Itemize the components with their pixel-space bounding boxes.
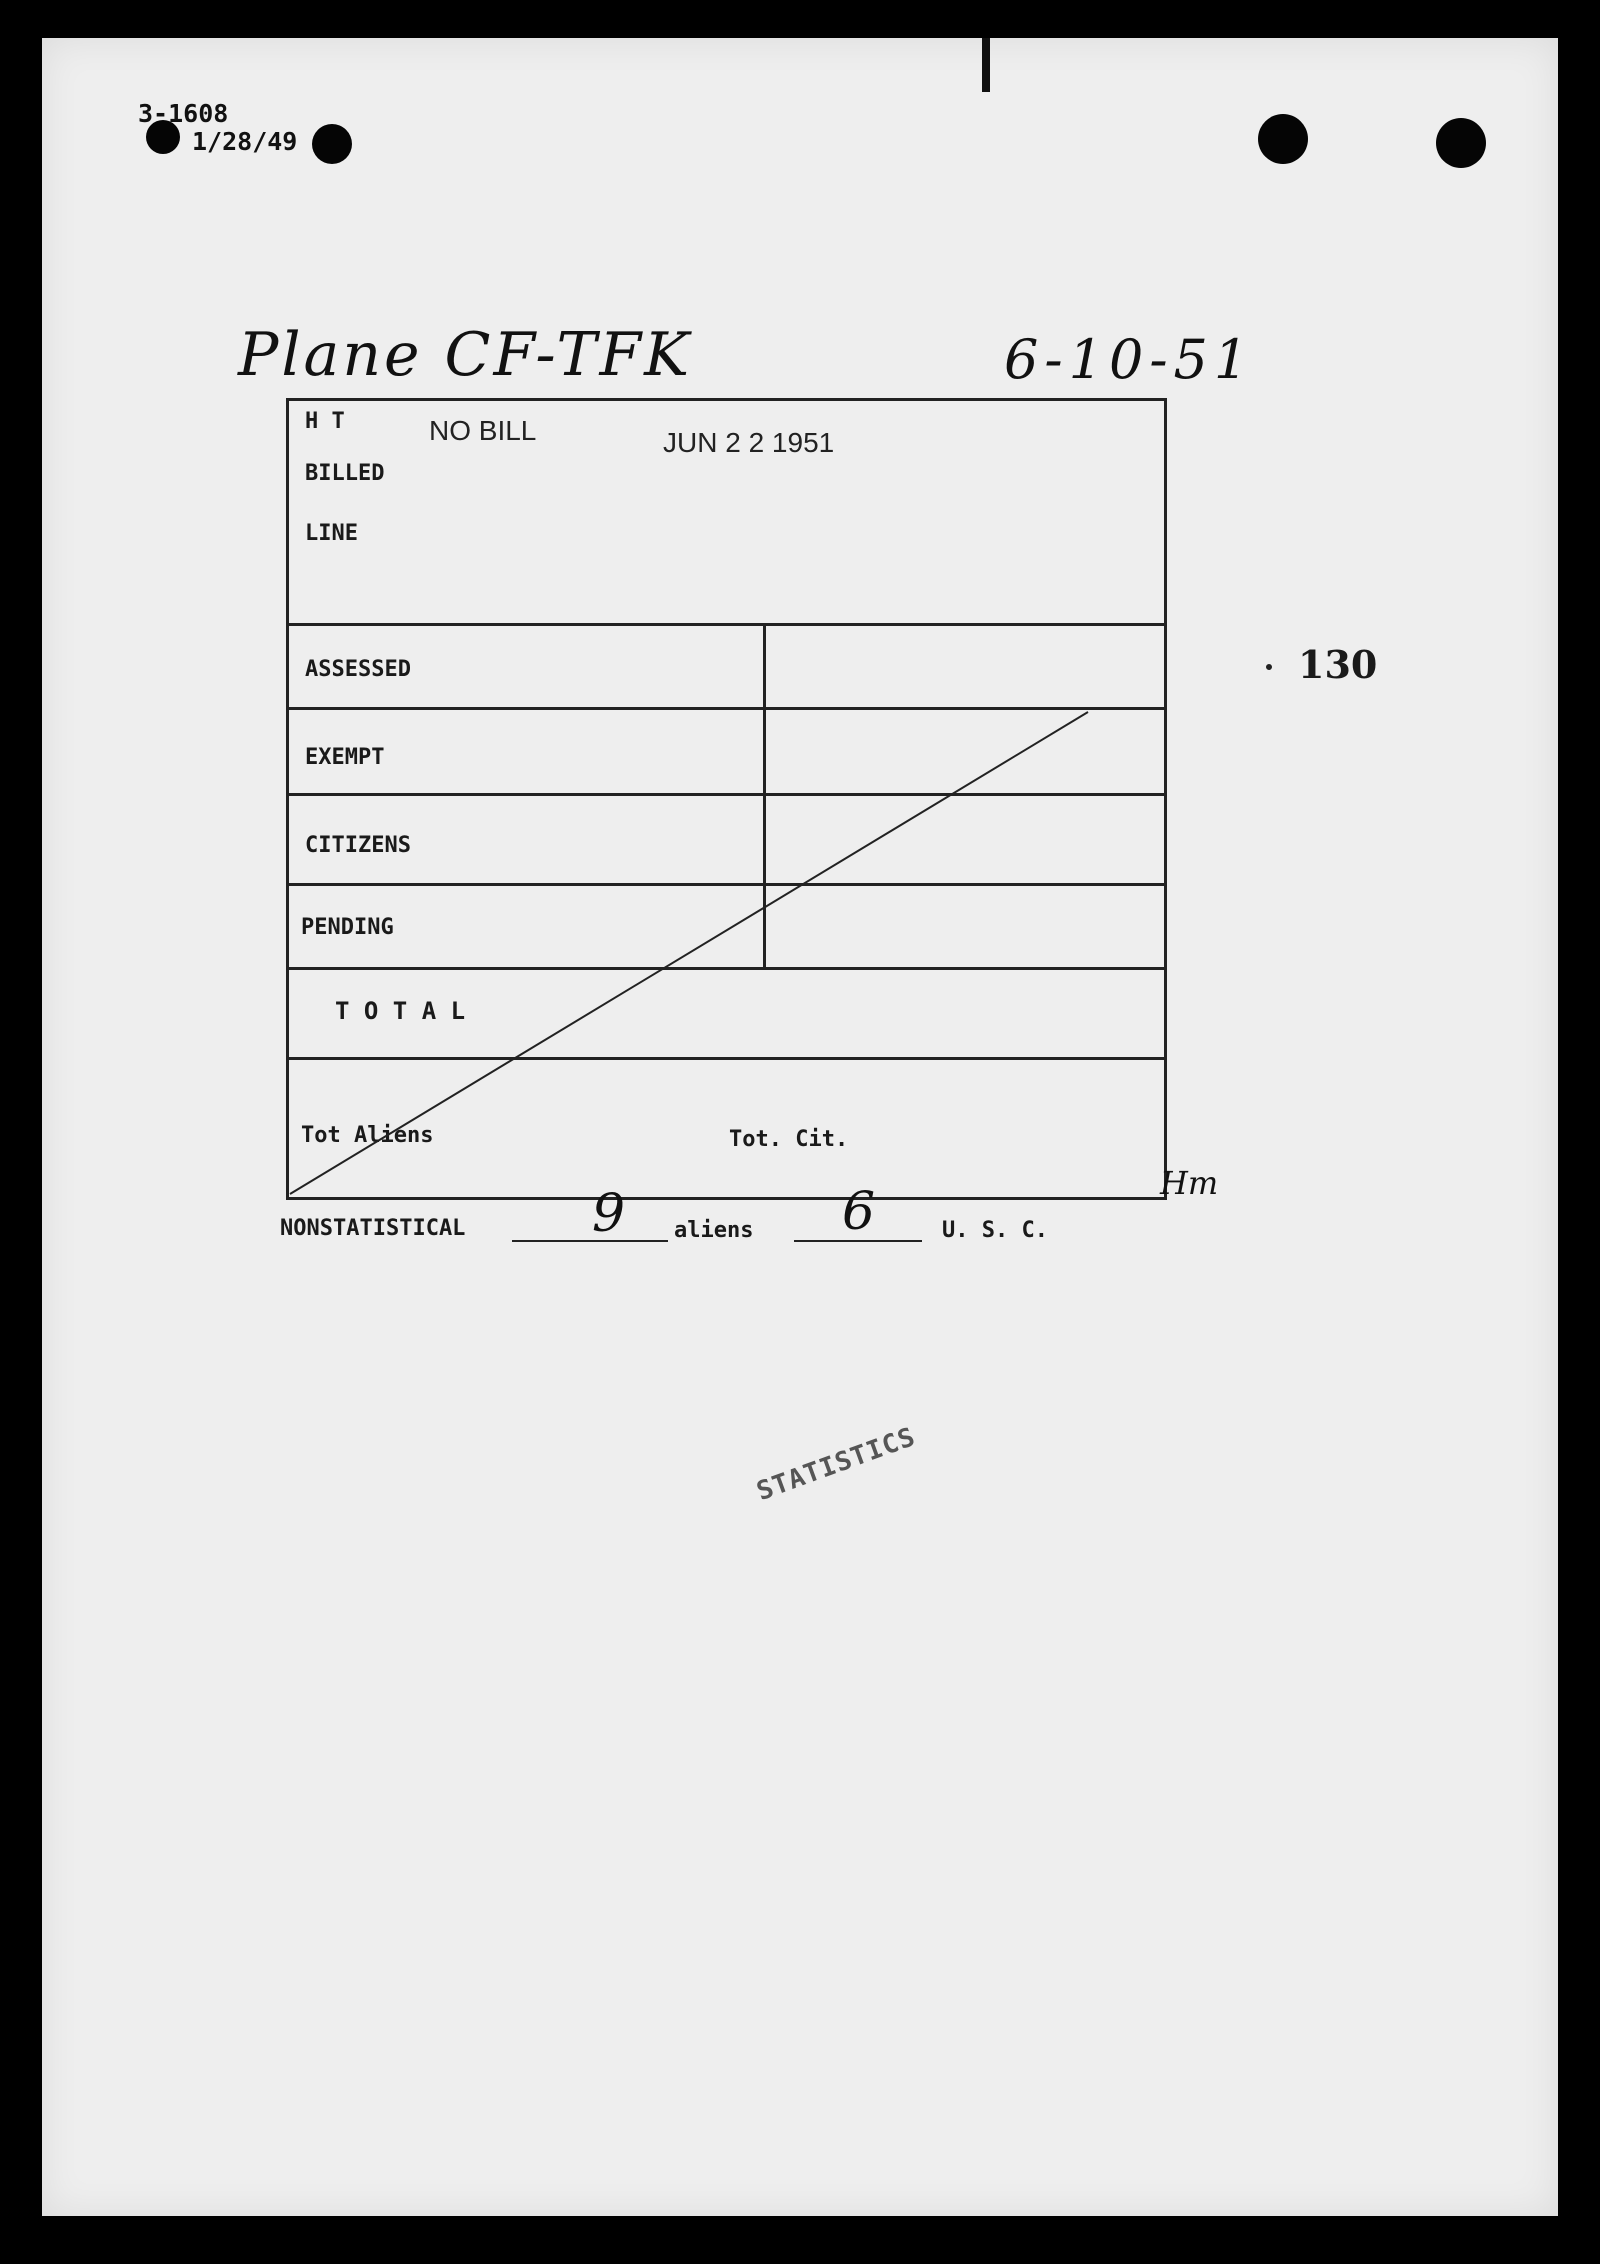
punch-hole-right-2	[1436, 118, 1486, 168]
tot-aliens-label: Tot Aliens	[301, 1123, 434, 1148]
diagonal-cancel-line	[286, 398, 1167, 1200]
billed-label: BILLED	[305, 461, 385, 486]
punch-hole-left-2	[312, 124, 352, 164]
assessed-label: ASSESSED	[305, 657, 411, 682]
aliens-count: 9	[592, 1184, 626, 1244]
top-ink-mark	[982, 38, 990, 92]
handwritten-date: 6-10-51	[1004, 328, 1255, 391]
date-stamp: JUN 2 2 1951	[663, 427, 835, 458]
tot-cit-label: Tot. Cit.	[729, 1127, 849, 1152]
aliens-label: aliens	[674, 1218, 754, 1243]
no-bill-stamp: NO BILL	[429, 415, 537, 446]
total-label: T O T A L	[335, 997, 466, 1025]
nonstatistical-label: NONSTATISTICAL	[280, 1216, 466, 1241]
handwritten-initials: Hm	[1160, 1164, 1219, 1202]
pending-label: PENDING	[301, 915, 394, 940]
statistics-stamp: STATISTICS	[752, 1421, 920, 1508]
ht-label: H T	[305, 409, 345, 434]
line-label: LINE	[305, 521, 358, 546]
corner-code-line1: 3-1608	[138, 99, 229, 128]
document-page	[42, 38, 1558, 2216]
punch-hole-right-1	[1258, 114, 1308, 164]
side-number: 130	[1298, 642, 1378, 687]
citizens-label: CITIZENS	[305, 833, 411, 858]
billing-form	[286, 398, 1167, 1200]
side-dot	[1266, 664, 1272, 670]
usc-count: 6	[842, 1182, 876, 1242]
corner-code-line2: 1/28/49	[192, 127, 298, 156]
usc-label: U. S. C.	[942, 1218, 1048, 1243]
handwritten-title: Plane CF-TFK	[238, 320, 693, 390]
exempt-label: EXEMPT	[305, 745, 385, 770]
aliens-count-underline	[512, 1240, 668, 1242]
